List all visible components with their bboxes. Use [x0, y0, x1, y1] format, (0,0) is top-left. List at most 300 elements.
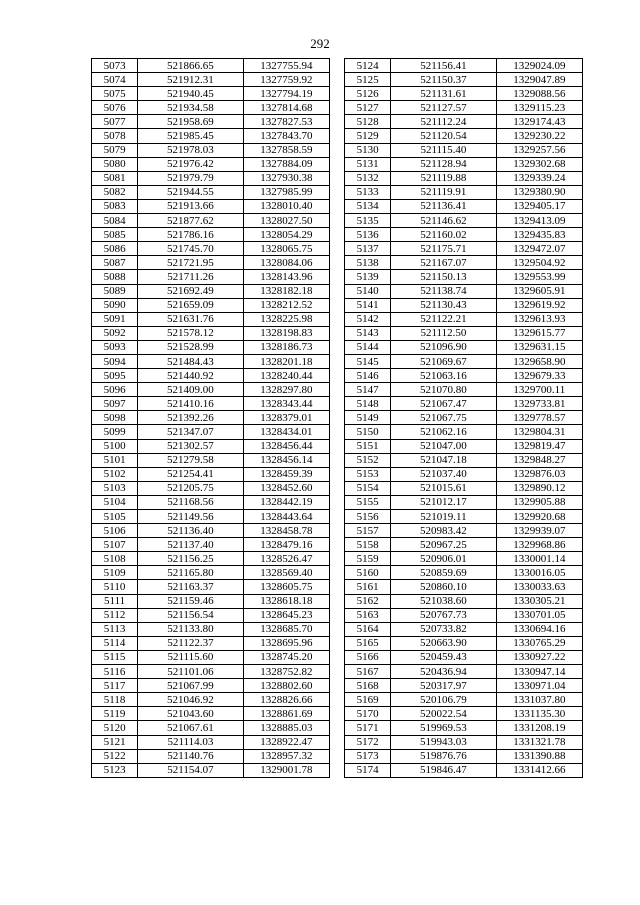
table-row — [92, 312, 330, 326]
x-coordinate-cell: 521940.45 — [138, 87, 243, 101]
point-number-cell: 5108 — [92, 552, 138, 566]
table-row — [92, 242, 330, 256]
y-coordinate-cell: 1329804.31 — [496, 425, 582, 439]
y-coordinate-cell: 1328297.80 — [243, 383, 329, 397]
y-coordinate-cell: 1329553.99 — [496, 270, 582, 284]
point-number-cell: 5162 — [345, 594, 391, 608]
x-coordinate-cell: 521150.37 — [391, 73, 496, 87]
y-coordinate-cell: 1329405.17 — [496, 199, 582, 213]
x-coordinate-cell: 521131.61 — [391, 87, 496, 101]
y-coordinate-cell: 1327858.59 — [243, 143, 329, 157]
table-row — [92, 693, 330, 707]
table-row — [345, 199, 583, 213]
table-row — [345, 622, 583, 636]
y-coordinate-cell: 1329302.68 — [496, 157, 582, 171]
y-coordinate-cell: 1328605.75 — [243, 580, 329, 594]
point-number-cell: 5156 — [345, 510, 391, 524]
x-coordinate-cell: 520733.82 — [391, 622, 496, 636]
table-row — [92, 87, 330, 101]
table-row — [345, 552, 583, 566]
x-coordinate-cell: 521168.56 — [138, 495, 243, 509]
y-coordinate-cell: 1329619.92 — [496, 298, 582, 312]
x-coordinate-cell: 521115.60 — [138, 650, 243, 664]
x-coordinate-cell: 521062.16 — [391, 425, 496, 439]
point-number-cell: 5155 — [345, 495, 391, 509]
table-row — [345, 707, 583, 721]
table-row — [92, 369, 330, 383]
y-coordinate-cell: 1329819.47 — [496, 439, 582, 453]
y-coordinate-cell: 1329047.89 — [496, 73, 582, 87]
point-number-cell: 5157 — [345, 524, 391, 538]
y-coordinate-cell: 1331321.78 — [496, 735, 582, 749]
x-coordinate-cell: 521015.61 — [391, 481, 496, 495]
y-coordinate-cell: 1328084.06 — [243, 256, 329, 270]
y-coordinate-cell: 1328240.44 — [243, 369, 329, 383]
table-row — [92, 594, 330, 608]
table-row — [92, 622, 330, 636]
y-coordinate-cell: 1328685.70 — [243, 622, 329, 636]
x-coordinate-cell: 521119.91 — [391, 185, 496, 199]
y-coordinate-cell: 1328458.78 — [243, 524, 329, 538]
y-coordinate-cell: 1328201.18 — [243, 354, 329, 368]
y-coordinate-cell: 1329615.77 — [496, 326, 582, 340]
point-number-cell: 5143 — [345, 326, 391, 340]
table-row — [92, 284, 330, 298]
x-coordinate-cell: 520767.73 — [391, 608, 496, 622]
point-number-cell: 5088 — [92, 270, 138, 284]
point-number-cell: 5127 — [345, 101, 391, 115]
x-coordinate-cell: 521128.94 — [391, 157, 496, 171]
y-coordinate-cell: 1330971.04 — [496, 679, 582, 693]
y-coordinate-cell: 1330765.29 — [496, 636, 582, 650]
x-coordinate-cell: 521409.00 — [138, 383, 243, 397]
point-number-cell: 5076 — [92, 101, 138, 115]
table-row — [345, 270, 583, 284]
x-coordinate-cell: 519969.53 — [391, 721, 496, 735]
table-row — [92, 481, 330, 495]
x-coordinate-cell: 521877.62 — [138, 214, 243, 228]
point-number-cell: 5152 — [345, 453, 391, 467]
point-number-cell: 5130 — [345, 143, 391, 157]
table-row — [345, 171, 583, 185]
x-coordinate-cell: 521745.70 — [138, 242, 243, 256]
x-coordinate-cell: 519876.76 — [391, 749, 496, 763]
x-coordinate-cell: 521019.11 — [391, 510, 496, 524]
point-number-cell: 5099 — [92, 425, 138, 439]
table-row — [92, 143, 330, 157]
table-row — [345, 73, 583, 87]
table-row — [92, 326, 330, 340]
table-row — [345, 510, 583, 524]
point-number-cell: 5154 — [345, 481, 391, 495]
x-coordinate-cell: 521119.88 — [391, 171, 496, 185]
x-coordinate-cell: 520459.43 — [391, 650, 496, 664]
x-coordinate-cell: 521038.60 — [391, 594, 496, 608]
x-coordinate-cell: 521528.99 — [138, 340, 243, 354]
x-coordinate-cell: 521912.31 — [138, 73, 243, 87]
table-row — [92, 73, 330, 87]
y-coordinate-cell: 1330947.14 — [496, 665, 582, 679]
point-number-cell: 5140 — [345, 284, 391, 298]
table-row — [92, 115, 330, 129]
y-coordinate-cell: 1328434.01 — [243, 425, 329, 439]
y-coordinate-cell: 1330001.14 — [496, 552, 582, 566]
point-number-cell: 5139 — [345, 270, 391, 284]
point-number-cell: 5092 — [92, 326, 138, 340]
point-number-cell: 5107 — [92, 538, 138, 552]
table-row — [345, 59, 583, 73]
point-number-cell: 5118 — [92, 693, 138, 707]
y-coordinate-cell: 1327884.09 — [243, 157, 329, 171]
point-number-cell: 5146 — [345, 369, 391, 383]
table-row — [345, 749, 583, 763]
table-row — [345, 383, 583, 397]
table-row — [92, 510, 330, 524]
table-row — [345, 185, 583, 199]
point-number-cell: 5149 — [345, 411, 391, 425]
y-coordinate-cell: 1329890.12 — [496, 481, 582, 495]
coordinates-table-right — [344, 58, 583, 778]
table-row — [92, 199, 330, 213]
y-coordinate-cell: 1327814.68 — [243, 101, 329, 115]
y-coordinate-cell: 1327759.92 — [243, 73, 329, 87]
point-number-cell: 5168 — [345, 679, 391, 693]
y-coordinate-cell: 1330927.22 — [496, 650, 582, 664]
point-number-cell: 5098 — [92, 411, 138, 425]
coordinates-table-left — [91, 58, 330, 778]
x-coordinate-cell: 521138.74 — [391, 284, 496, 298]
table-row — [345, 397, 583, 411]
x-coordinate-cell: 519943.03 — [391, 735, 496, 749]
x-coordinate-cell: 520983.42 — [391, 524, 496, 538]
point-number-cell: 5089 — [92, 284, 138, 298]
y-coordinate-cell: 1328452.60 — [243, 481, 329, 495]
x-coordinate-cell: 521163.37 — [138, 580, 243, 594]
y-coordinate-cell: 1328695.96 — [243, 636, 329, 650]
table-row — [345, 721, 583, 735]
x-coordinate-cell: 521112.24 — [391, 115, 496, 129]
point-number-cell: 5086 — [92, 242, 138, 256]
table-row — [345, 495, 583, 509]
x-coordinate-cell: 521254.41 — [138, 467, 243, 481]
point-number-cell: 5126 — [345, 87, 391, 101]
x-coordinate-cell: 521160.02 — [391, 228, 496, 242]
point-number-cell: 5122 — [92, 749, 138, 763]
point-number-cell: 5106 — [92, 524, 138, 538]
table-row — [92, 397, 330, 411]
x-coordinate-cell: 521976.42 — [138, 157, 243, 171]
table-row — [345, 369, 583, 383]
point-number-cell: 5164 — [345, 622, 391, 636]
point-number-cell: 5079 — [92, 143, 138, 157]
point-number-cell: 5084 — [92, 214, 138, 228]
table-row — [92, 101, 330, 115]
y-coordinate-cell: 1328957.32 — [243, 749, 329, 763]
x-coordinate-cell: 521786.16 — [138, 228, 243, 242]
x-coordinate-cell: 521279.58 — [138, 453, 243, 467]
point-number-cell: 5123 — [92, 763, 138, 777]
table-row — [345, 326, 583, 340]
y-coordinate-cell: 1327755.94 — [243, 59, 329, 73]
y-coordinate-cell: 1328645.23 — [243, 608, 329, 622]
x-coordinate-cell: 521069.67 — [391, 354, 496, 368]
x-coordinate-cell: 521167.07 — [391, 256, 496, 270]
y-coordinate-cell: 1329658.90 — [496, 354, 582, 368]
y-coordinate-cell: 1328826.66 — [243, 693, 329, 707]
y-coordinate-cell: 1330305.21 — [496, 594, 582, 608]
y-coordinate-cell: 1329115.23 — [496, 101, 582, 115]
point-number-cell: 5173 — [345, 749, 391, 763]
point-number-cell: 5125 — [345, 73, 391, 87]
table-row — [92, 171, 330, 185]
point-number-cell: 5112 — [92, 608, 138, 622]
point-number-cell: 5163 — [345, 608, 391, 622]
table-row — [92, 157, 330, 171]
y-coordinate-cell: 1329230.22 — [496, 129, 582, 143]
y-coordinate-cell: 1328745.20 — [243, 650, 329, 664]
x-coordinate-cell: 521958.69 — [138, 115, 243, 129]
y-coordinate-cell: 1329413.09 — [496, 214, 582, 228]
table-row — [92, 552, 330, 566]
table-row — [345, 115, 583, 129]
table-row — [345, 214, 583, 228]
x-coordinate-cell: 520317.97 — [391, 679, 496, 693]
y-coordinate-cell: 1331037.80 — [496, 693, 582, 707]
table-row — [92, 495, 330, 509]
table-row — [345, 467, 583, 481]
point-number-cell: 5094 — [92, 354, 138, 368]
table-row — [345, 354, 583, 368]
x-coordinate-cell: 520022.54 — [391, 707, 496, 721]
table-row — [345, 735, 583, 749]
point-number-cell: 5113 — [92, 622, 138, 636]
y-coordinate-cell: 1329472.07 — [496, 242, 582, 256]
x-coordinate-cell: 521120.54 — [391, 129, 496, 143]
table-row — [345, 228, 583, 242]
table-row — [345, 566, 583, 580]
y-coordinate-cell: 1327794.19 — [243, 87, 329, 101]
point-number-cell: 5077 — [92, 115, 138, 129]
x-coordinate-cell: 521156.25 — [138, 552, 243, 566]
x-coordinate-cell: 521140.76 — [138, 749, 243, 763]
x-coordinate-cell: 521127.57 — [391, 101, 496, 115]
x-coordinate-cell: 521130.43 — [391, 298, 496, 312]
y-coordinate-cell: 1329939.07 — [496, 524, 582, 538]
y-coordinate-cell: 1329613.93 — [496, 312, 582, 326]
table-row — [345, 411, 583, 425]
point-number-cell: 5128 — [345, 115, 391, 129]
x-coordinate-cell: 521721.95 — [138, 256, 243, 270]
point-number-cell: 5087 — [92, 256, 138, 270]
table-row — [92, 749, 330, 763]
table-row — [345, 284, 583, 298]
point-number-cell: 5095 — [92, 369, 138, 383]
y-coordinate-cell: 1328456.14 — [243, 453, 329, 467]
x-coordinate-cell: 520860.10 — [391, 580, 496, 594]
table-row — [345, 439, 583, 453]
y-coordinate-cell: 1328343.44 — [243, 397, 329, 411]
x-coordinate-cell: 521944.55 — [138, 185, 243, 199]
point-number-cell: 5129 — [345, 129, 391, 143]
table-row — [345, 650, 583, 664]
x-coordinate-cell: 521136.41 — [391, 199, 496, 213]
y-coordinate-cell: 1329339.24 — [496, 171, 582, 185]
point-number-cell: 5145 — [345, 354, 391, 368]
point-number-cell: 5170 — [345, 707, 391, 721]
table-row — [345, 679, 583, 693]
table-row — [92, 425, 330, 439]
y-coordinate-cell: 1328054.29 — [243, 228, 329, 242]
y-coordinate-cell: 1327843.70 — [243, 129, 329, 143]
x-coordinate-cell: 520859.69 — [391, 566, 496, 580]
x-coordinate-cell: 521070.80 — [391, 383, 496, 397]
x-coordinate-cell: 521578.12 — [138, 326, 243, 340]
y-coordinate-cell: 1328802.60 — [243, 679, 329, 693]
point-number-cell: 5114 — [92, 636, 138, 650]
table-row — [92, 721, 330, 735]
y-coordinate-cell: 1329380.90 — [496, 185, 582, 199]
y-coordinate-cell: 1329920.68 — [496, 510, 582, 524]
x-coordinate-cell: 521154.07 — [138, 763, 243, 777]
y-coordinate-cell: 1329257.56 — [496, 143, 582, 157]
point-number-cell: 5172 — [345, 735, 391, 749]
y-coordinate-cell: 1328885.03 — [243, 721, 329, 735]
x-coordinate-cell: 521063.16 — [391, 369, 496, 383]
table-row — [92, 214, 330, 228]
x-coordinate-cell: 521156.41 — [391, 59, 496, 73]
point-number-cell: 5119 — [92, 707, 138, 721]
point-number-cell: 5082 — [92, 185, 138, 199]
x-coordinate-cell: 521043.60 — [138, 707, 243, 721]
y-coordinate-cell: 1328922.47 — [243, 735, 329, 749]
table-row — [92, 411, 330, 425]
point-number-cell: 5075 — [92, 87, 138, 101]
table-row — [345, 636, 583, 650]
y-coordinate-cell: 1331412.66 — [496, 763, 582, 777]
table-row — [92, 763, 330, 777]
x-coordinate-cell: 520436.94 — [391, 665, 496, 679]
point-number-cell: 5166 — [345, 650, 391, 664]
y-coordinate-cell: 1330016.05 — [496, 566, 582, 580]
x-coordinate-cell: 521046.92 — [138, 693, 243, 707]
y-coordinate-cell: 1329435.83 — [496, 228, 582, 242]
x-coordinate-cell: 521692.49 — [138, 284, 243, 298]
y-coordinate-cell: 1328442.19 — [243, 495, 329, 509]
x-coordinate-cell: 521067.99 — [138, 679, 243, 693]
x-coordinate-cell: 521136.40 — [138, 524, 243, 538]
x-coordinate-cell: 521913.66 — [138, 199, 243, 213]
table-row — [92, 467, 330, 481]
y-coordinate-cell: 1328456.44 — [243, 439, 329, 453]
x-coordinate-cell: 521302.57 — [138, 439, 243, 453]
y-coordinate-cell: 1331135.30 — [496, 707, 582, 721]
point-number-cell: 5137 — [345, 242, 391, 256]
point-number-cell: 5153 — [345, 467, 391, 481]
x-coordinate-cell: 521112.50 — [391, 326, 496, 340]
table-row — [345, 524, 583, 538]
y-coordinate-cell: 1329700.11 — [496, 383, 582, 397]
point-number-cell: 5174 — [345, 763, 391, 777]
table-row — [92, 608, 330, 622]
y-coordinate-cell: 1328027.50 — [243, 214, 329, 228]
x-coordinate-cell: 521037.40 — [391, 467, 496, 481]
x-coordinate-cell: 521114.03 — [138, 735, 243, 749]
table-row — [92, 665, 330, 679]
point-number-cell: 5074 — [92, 73, 138, 87]
y-coordinate-cell: 1328459.39 — [243, 467, 329, 481]
table-row — [345, 340, 583, 354]
y-coordinate-cell: 1328065.75 — [243, 242, 329, 256]
point-number-cell: 5136 — [345, 228, 391, 242]
y-coordinate-cell: 1331208.19 — [496, 721, 582, 735]
x-coordinate-cell: 521711.26 — [138, 270, 243, 284]
table-row — [92, 439, 330, 453]
x-coordinate-cell: 521101.06 — [138, 665, 243, 679]
table-row — [345, 594, 583, 608]
x-coordinate-cell: 521122.37 — [138, 636, 243, 650]
y-coordinate-cell: 1328618.18 — [243, 594, 329, 608]
table-row — [92, 354, 330, 368]
x-coordinate-cell: 521067.75 — [391, 411, 496, 425]
x-coordinate-cell: 521047.18 — [391, 453, 496, 467]
x-coordinate-cell: 520106.79 — [391, 693, 496, 707]
y-coordinate-cell: 1328526.47 — [243, 552, 329, 566]
y-coordinate-cell: 1329848.27 — [496, 453, 582, 467]
table-row — [92, 129, 330, 143]
point-number-cell: 5160 — [345, 566, 391, 580]
x-coordinate-cell: 521866.65 — [138, 59, 243, 73]
point-number-cell: 5100 — [92, 439, 138, 453]
point-number-cell: 5124 — [345, 59, 391, 73]
point-number-cell: 5167 — [345, 665, 391, 679]
y-coordinate-cell: 1330033.63 — [496, 580, 582, 594]
point-number-cell: 5142 — [345, 312, 391, 326]
y-coordinate-cell: 1328186.73 — [243, 340, 329, 354]
point-number-cell: 5135 — [345, 214, 391, 228]
point-number-cell: 5078 — [92, 129, 138, 143]
point-number-cell: 5109 — [92, 566, 138, 580]
x-coordinate-cell: 521347.07 — [138, 425, 243, 439]
point-number-cell: 5111 — [92, 594, 138, 608]
point-number-cell: 5104 — [92, 495, 138, 509]
table-row — [345, 129, 583, 143]
y-coordinate-cell: 1328861.69 — [243, 707, 329, 721]
point-number-cell: 5081 — [92, 171, 138, 185]
y-coordinate-cell: 1329905.88 — [496, 495, 582, 509]
y-coordinate-cell: 1328752.82 — [243, 665, 329, 679]
y-coordinate-cell: 1329605.91 — [496, 284, 582, 298]
table-row — [92, 650, 330, 664]
y-coordinate-cell: 1329876.03 — [496, 467, 582, 481]
table-row — [345, 242, 583, 256]
x-coordinate-cell: 521978.03 — [138, 143, 243, 157]
x-coordinate-cell: 520663.90 — [391, 636, 496, 650]
table-row — [92, 580, 330, 594]
x-coordinate-cell: 521012.17 — [391, 495, 496, 509]
table-row — [345, 101, 583, 115]
y-coordinate-cell: 1328225.98 — [243, 312, 329, 326]
point-number-cell: 5091 — [92, 312, 138, 326]
x-coordinate-cell: 521137.40 — [138, 538, 243, 552]
table-row — [345, 538, 583, 552]
point-number-cell: 5171 — [345, 721, 391, 735]
table-row — [345, 763, 583, 777]
table-row — [92, 524, 330, 538]
table-row — [345, 608, 583, 622]
point-number-cell: 5090 — [92, 298, 138, 312]
point-number-cell: 5101 — [92, 453, 138, 467]
table-row — [345, 143, 583, 157]
